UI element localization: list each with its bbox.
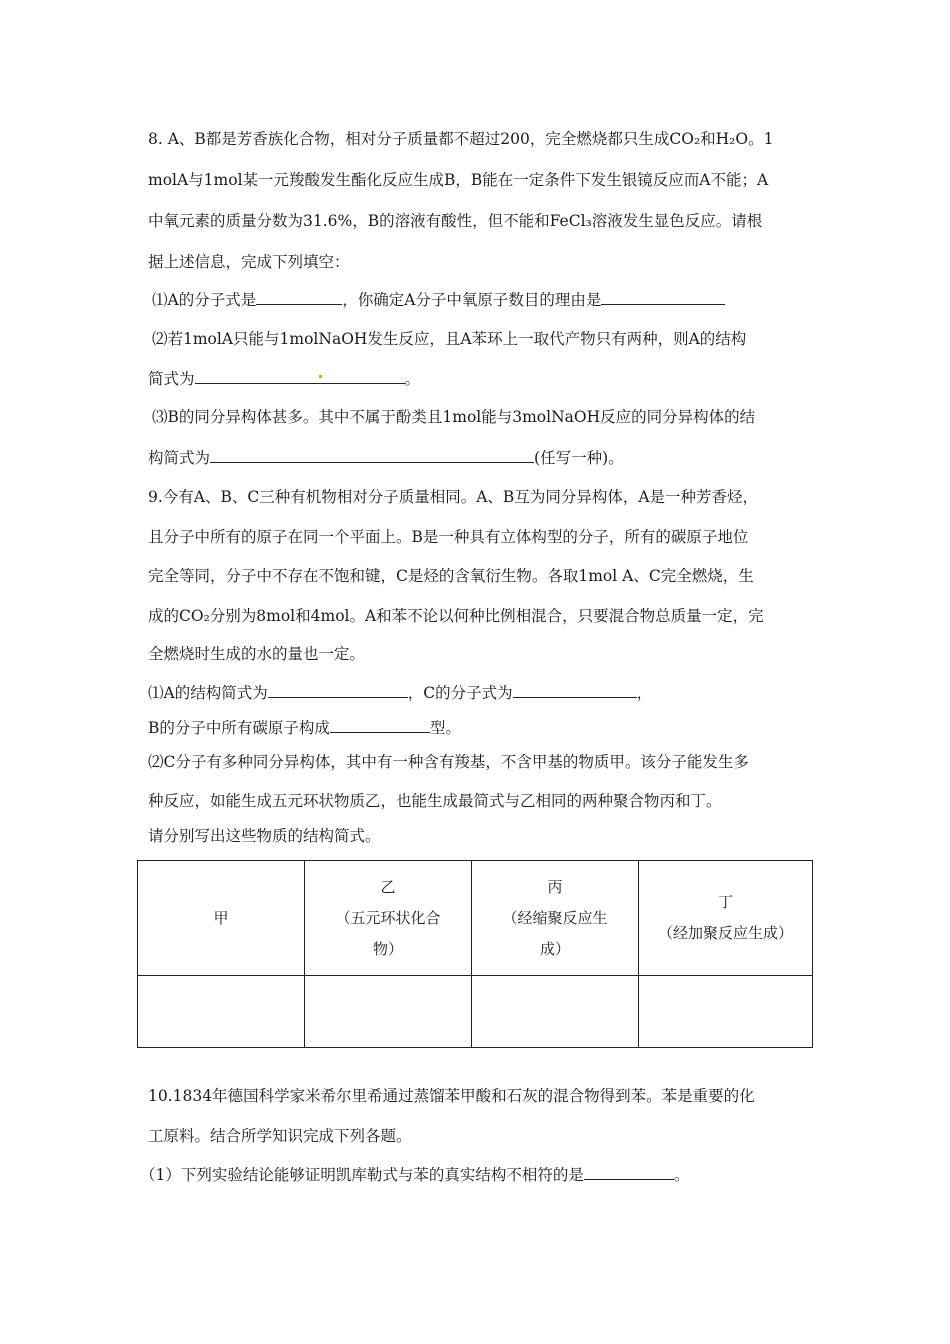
q8-part-2-line-2 (148, 367, 420, 389)
q8-line-4: 据上述信息，完成下列填空： (148, 253, 350, 271)
q9-part-1-line-1 (148, 681, 652, 703)
q9-c-formula-blank[interactable] (513, 696, 637, 698)
answer-table (137, 860, 813, 1048)
header-yi-note-1: （五元环状化合 (335, 908, 441, 927)
q9-line-2: 且分子中所有的原子在同一个平面上。B是一种具有立体构型的分子，所有的碳原子地位 (148, 528, 749, 546)
q10-answer-blank[interactable] (584, 1178, 674, 1180)
q8-part-2-text-a: 简式为 (148, 370, 195, 388)
q8-line-3: 中氧元素的质量分数为31.6%，B的溶液有酸性，但不能和FeCl₃溶液发生显色反应。请根 (148, 212, 763, 230)
answer-cell-yi[interactable] (305, 976, 472, 1048)
q9-line-5: 全燃烧时生成的水的量也一定。 (148, 645, 366, 663)
q8-part-2-line-1: ⑵若1molA只能与1molNaOH发生反应，且A苯环上一取代产物只有两种，则A的结构 (152, 330, 747, 348)
q8-part-3-end: (任写一种)。 (534, 449, 624, 467)
q9-part-1-text-b: ，C的分子式为 (407, 684, 513, 702)
header-yi-note-2: 物） (372, 939, 403, 958)
q9-part-1-line-2 (148, 716, 461, 738)
header-bing-note-2: 成） (539, 939, 570, 958)
answer-cell-jia[interactable] (138, 976, 305, 1048)
q8-molecular-formula-blank[interactable] (256, 303, 342, 305)
q9-part-2-line-3: 请分别写出这些物质的结构简式。 (148, 827, 381, 845)
header-ding-note: （经加聚反应生成） (657, 924, 793, 942)
q9-part-2-line-2: 种反应，如能生成五元环状物质乙，也能生成最简式与乙相同的两种聚合物丙和丁。 (148, 792, 722, 810)
q9-part-1-text-d: B的分子中所有碳原子构成 (148, 719, 330, 737)
header-bing-label: 丙 (547, 877, 563, 896)
q10-line-2: 工原料。结合所学知识完成下列各题。 (148, 1127, 412, 1145)
q8-line-1: 8. A、B都是芳香族化合物，相对分子质量都不超过200，完全燃烧都只生成CO₂和H₂O。1 (148, 130, 774, 148)
q10-part-1-end: 。 (673, 1166, 690, 1184)
header-jia (138, 861, 305, 976)
header-bing-note-1: （经缩聚反应生 (502, 908, 608, 927)
header-yi-label: 乙 (380, 877, 396, 896)
q9-a-structure-blank[interactable] (268, 696, 408, 698)
header-ding-label: 丁 (717, 893, 733, 911)
answer-table-header-row (138, 861, 813, 976)
q9-line-4: 成的CO₂分别为8mol和4mol。A和苯不论以何种比例相混合，只要混合物总质量一定，完 (148, 607, 764, 625)
q8-structure-blank[interactable] (195, 382, 405, 384)
q10-part-1-text: （1）下列实验结论能够证明凯库勒式与苯的真实结构不相符的是 (140, 1166, 584, 1184)
q8-part-1 (152, 288, 725, 310)
stray-mark (319, 375, 322, 378)
q9-part-1-text-a: ⑴A的结构简式为 (148, 684, 268, 702)
q9-part-1-text-e: 型。 (429, 719, 461, 737)
q8-part-1-text-b: ，你确定A分子中氧原子数目的理由是 (342, 291, 602, 309)
q9-line-1: 9.今有A、B、C三种有机物相对分子质量相同。A、B互为同分异构体，A是一种芳香烃， (148, 488, 759, 506)
q8-line-2: molA与1mol某一元羧酸发生酯化反应生成B，B能在一定条件下发生银镜反应而A不能；A (148, 171, 769, 189)
q8-part-1-text-a: ⑴A的分子式是 (152, 291, 257, 309)
header-ding (639, 861, 813, 976)
header-jia-label: 甲 (213, 908, 229, 927)
q8-part-2-end: 。 (404, 370, 421, 388)
header-bing (472, 861, 639, 976)
q8-part-3-line-1: ⑶B的同分异构体甚多。其中不属于酚类且1mol能与3molNaOH反应的同分异构体的结 (152, 408, 756, 426)
answer-table-answer-row (138, 976, 813, 1048)
q9-part-2-line-1: ⑵C分子有多种同分异构体，其中有一种含有羧基，不含甲基的物质甲。该分子能发生多 (148, 753, 749, 771)
answer-cell-ding[interactable] (639, 976, 813, 1048)
q8-part-3-line-2 (148, 446, 624, 468)
q8-part-3-text-a: 构简式为 (148, 449, 211, 467)
q9-part-1-text-c: ， (636, 684, 653, 702)
q9-b-shape-blank[interactable] (330, 731, 430, 733)
q8-reason-blank[interactable] (601, 303, 725, 305)
answer-cell-bing[interactable] (472, 976, 639, 1048)
q10-part-1 (140, 1163, 689, 1185)
q10-line-1: 10.1834年德国科学家米希尔里希通过蒸馏苯甲酸和石灰的混合物得到苯。苯是重要的化 (148, 1087, 755, 1105)
q8-isomer-blank[interactable] (210, 461, 534, 463)
header-yi (305, 861, 472, 976)
q9-line-3: 完全等同，分子中不存在不饱和键，C是烃的含氧衍生物。各取1mol A、C完全燃烧，生 (148, 567, 754, 585)
